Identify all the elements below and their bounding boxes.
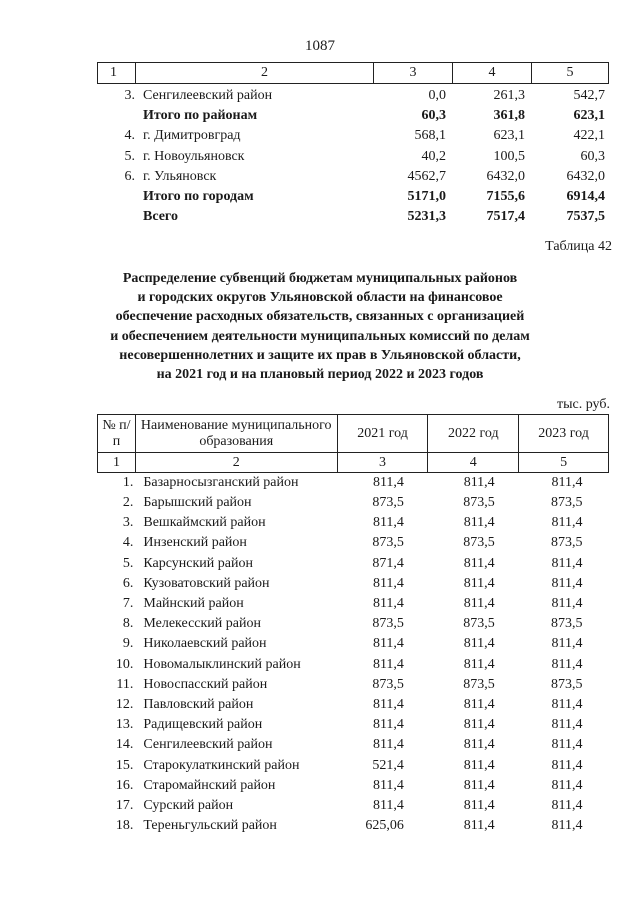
col-number-1: 1 [98,453,136,473]
row-number: 2. [122,495,134,511]
col-number-5: 5 [566,65,574,80]
value-2022: 873,5 [463,616,495,632]
table-row [98,574,609,594]
value-2023: 811,4 [551,737,583,753]
col-number-3: 3 [374,63,453,83]
title-line: и обеспечением деятельности муниципальных комиссий по делам [110,328,530,344]
row-number: 3. [122,515,134,531]
row-number: 6. [122,575,134,591]
table-row [98,755,609,775]
value-2021: 873,5 [372,676,404,692]
value-2021: 873,5 [372,535,404,551]
table-row [98,533,609,553]
value-2023: 811,4 [551,696,583,712]
title-line: несовершеннолетних и защите их прав в Ульяновской области, [119,347,521,363]
row-number: 3. [124,88,135,104]
value-2022: 811,4 [463,696,495,712]
col-number-2: 2 [136,63,374,83]
value-2022: 811,4 [463,575,495,591]
row-number: 14. [115,737,134,753]
value-2022: 811,4 [463,757,495,773]
value-2021: 811,4 [372,515,404,531]
row-number: 5. [122,555,134,571]
col-number-4: 4 [428,453,519,473]
row-number: 9. [122,636,134,652]
table-row [98,634,609,654]
table-row [98,816,609,836]
table-row [98,675,609,695]
row-name: Итого по городам [143,189,254,205]
row-number: 17. [115,797,134,813]
value-2023: 60,3 [580,148,605,164]
value-2023: 811,4 [551,575,583,591]
title-line: и городских округов Ульяновской области на финансовое [137,290,503,306]
row-name: Мелекесский район [143,616,261,632]
row-name: Тереньгульский район [143,818,277,834]
row-name: г. Ульяновск [143,168,217,184]
value-2021: 5231,3 [407,209,446,225]
value-2023: 542,7 [573,88,605,104]
table-row [98,554,609,574]
table-row [98,594,609,614]
value-2022: 873,5 [463,535,495,551]
row-number: 4. [124,128,135,144]
table-row [98,473,609,494]
row-name: Новоспасский район [143,676,268,692]
value-2021: 873,5 [372,495,404,511]
title-line: на 2021 год и на плановый период 2022 и 2023 годов [156,367,484,383]
value-2023: 811,4 [551,818,583,834]
value-2021: 4562,7 [407,168,446,184]
row-name: Майнский район [143,596,244,612]
value-2022: 811,4 [463,596,495,612]
col-number-5: 5 [519,453,609,473]
header-2022: 2022 год [428,415,519,453]
row-name: Николаевский район [143,636,267,652]
value-2021: 811,4 [372,656,404,672]
value-2022: 873,5 [463,676,495,692]
value-2023: 811,4 [551,636,583,652]
value-2022: 811,4 [463,818,495,834]
table-row [97,106,609,126]
value-2023: 7537,5 [566,209,605,225]
value-2023: 811,4 [551,757,583,773]
table-row [97,207,609,227]
row-number: 6. [124,168,135,184]
value-2023: 6914,4 [566,189,605,205]
row-name: г. Димитровград [143,128,241,144]
value-2023: 6432,0 [566,168,605,184]
table-row [98,655,609,675]
value-2021: 5171,0 [407,189,446,205]
row-number: 4. [122,535,134,551]
value-2021: 811,4 [372,575,404,591]
table-row [97,147,609,167]
value-2022: 7517,4 [486,209,525,225]
table-row [97,126,609,146]
row-name: Вешкаймский район [143,515,266,531]
value-2022: 261,3 [493,88,525,104]
value-2021: 625,06 [365,818,404,834]
row-name: Базарносызганский район [143,475,299,490]
value-2023: 811,4 [551,717,583,733]
value-2021: 811,4 [372,717,404,733]
table-row [98,614,609,634]
row-number: 10. [115,656,134,672]
value-2022: 811,4 [463,797,495,813]
col-number-3: 3 [337,453,428,473]
row-number: 11. [116,676,134,692]
value-2023: 811,4 [551,596,583,612]
row-name: Карсунский район [143,555,253,571]
table-row [98,715,609,735]
col-number-1: 1 [98,63,136,83]
value-2023: 623,1 [573,108,605,124]
value-2022: 6432,0 [486,168,525,184]
value-2023: 811,4 [551,475,583,490]
table-row [98,796,609,816]
table-row [98,776,609,796]
col-number-4: 4 [453,63,532,83]
value-2022: 873,5 [463,495,495,511]
table-row [98,695,609,715]
title-line: обеспечение расходных обязательств, связанных с организацией [115,309,525,325]
value-2021: 811,4 [372,696,404,712]
value-2022: 811,4 [463,636,495,652]
value-2022: 811,4 [463,475,495,490]
row-name: Сенгилеевский район [143,737,273,753]
value-2022: 811,4 [463,777,495,793]
value-2023: 873,5 [551,676,583,692]
row-name: Новомалыклинский район [143,656,301,672]
row-name: Всего [143,209,178,225]
page-number: 1087 [305,38,335,54]
row-name: г. Новоульяновск [143,148,245,164]
row-number: 18. [115,818,134,834]
row-name: Старокулаткинский район [143,757,300,773]
row-number: 5. [124,148,135,164]
table-label: Таблица 42 [545,239,612,254]
value-2022: 811,4 [463,515,495,531]
table-row [98,513,609,533]
table-row [97,187,609,207]
continuation-table-header [97,62,609,84]
row-name: Павловский район [143,696,254,712]
row-number: 8. [122,616,134,632]
value-2023: 811,4 [551,777,583,793]
row-name: Итого по районам [143,108,258,124]
units-label: тыс. руб. [557,397,610,412]
value-2022: 811,4 [463,555,495,571]
value-2023: 873,5 [551,535,583,551]
value-2021: 811,4 [372,596,404,612]
continuation-table-body [97,86,609,227]
header-name: Наименование муниципального образования [135,415,337,453]
col-number-2: 2 [135,453,337,473]
value-2023: 811,4 [551,515,583,531]
header-num: № п/п [98,415,136,453]
value-2022: 623,1 [493,128,525,144]
table-row [98,735,609,755]
row-name: Инзенский район [143,535,247,551]
value-2023: 422,1 [573,128,605,144]
value-2021: 811,4 [372,636,404,652]
value-2021: 60,3 [421,108,446,124]
table-row [98,493,609,513]
value-2023: 811,4 [551,555,583,571]
value-2021: 40,2 [421,148,446,164]
subventions-table [97,414,609,836]
value-2022: 811,4 [463,737,495,753]
value-2022: 811,4 [463,656,495,672]
value-2021: 568,1 [414,128,446,144]
value-2022: 811,4 [463,717,495,733]
value-2023: 873,5 [551,616,583,632]
row-name: Барышский район [143,495,252,511]
value-2021: 811,4 [372,777,404,793]
row-number: 1. [122,475,134,490]
header-2021: 2021 год [337,415,428,453]
value-2023: 811,4 [551,797,583,813]
row-name: Кузоватовский район [143,575,270,591]
value-2021: 871,4 [372,555,404,571]
row-number: 15. [115,757,134,773]
row-number: 7. [122,596,134,612]
row-number: 12. [115,696,134,712]
value-2023: 873,5 [551,495,583,511]
value-2021: 811,4 [372,797,404,813]
value-2023: 811,4 [551,656,583,672]
value-2021: 811,4 [372,475,404,490]
row-name: Сенгилеевский район [143,88,273,104]
table-row [97,167,609,187]
table-row [97,86,609,106]
row-name: Сурский район [143,797,234,813]
row-number: 16. [115,777,134,793]
value-2021: 0,0 [428,88,446,104]
header-2023: 2023 год [519,415,609,453]
value-2022: 7155,6 [486,189,525,205]
value-2022: 100,5 [493,148,525,164]
value-2021: 521,4 [372,757,404,773]
row-name: Радищевский район [143,717,263,733]
value-2022: 361,8 [493,108,525,124]
title-line: Распределение субвенций бюджетам муниципальных районов [122,271,518,286]
row-number: 13. [115,717,134,733]
value-2021: 811,4 [372,737,404,753]
value-2021: 873,5 [372,616,404,632]
table-title [0,269,640,384]
row-name: Старомайнский район [143,777,276,793]
